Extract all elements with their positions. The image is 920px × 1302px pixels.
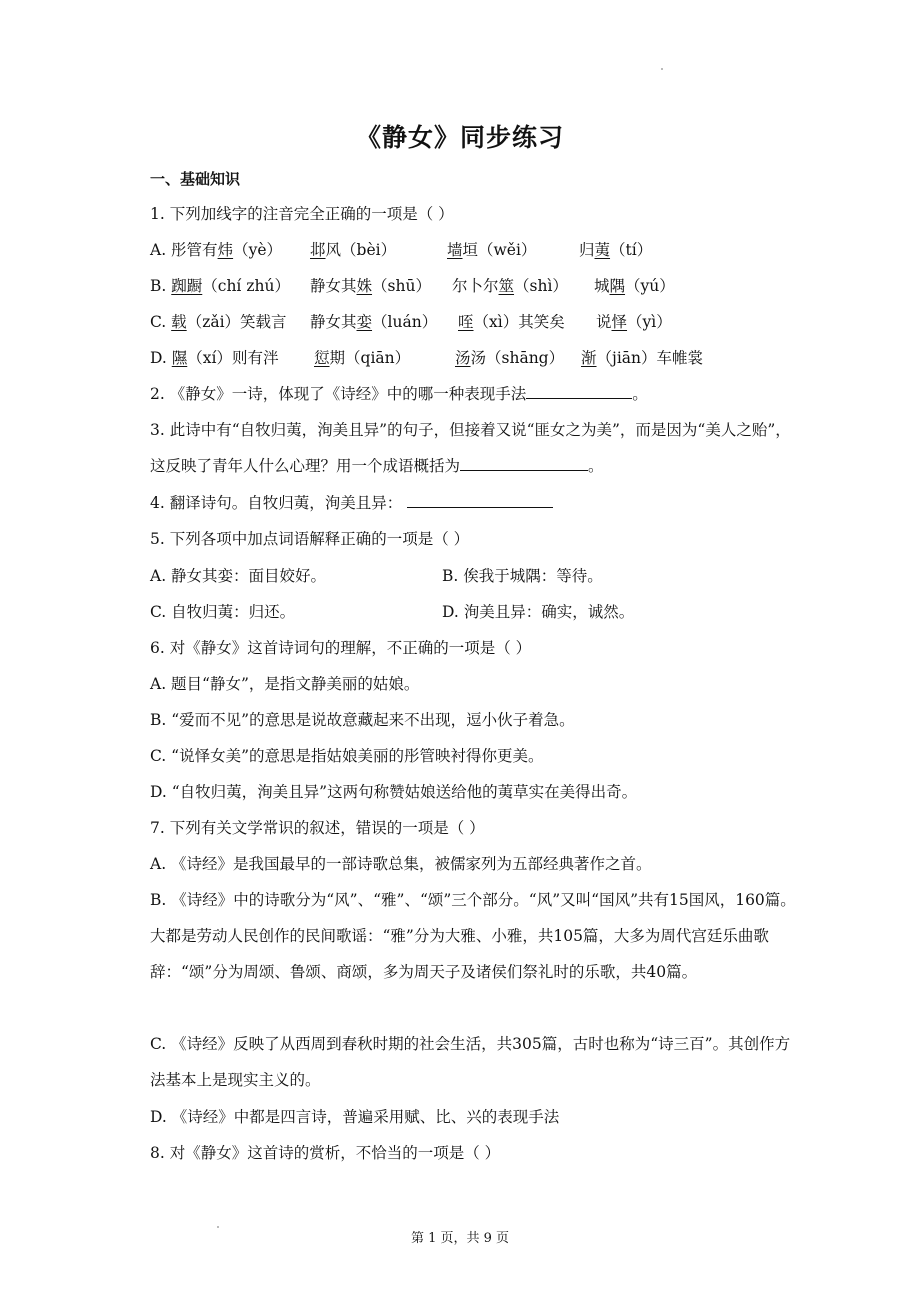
- question-1-option-c: C. 载（zǎi）笑载言 静女其娈（luán） 咥（xì）其笑矣 说怿（yì）: [150, 313, 672, 331]
- question-7-option-d: D. 《诗经》中都是四言诗，普遍采用赋、比、兴的表现手法: [150, 1108, 560, 1126]
- question-1-option-d: D. 隰（xí）则有泮 愆期（qiān） 汤汤（shāng） 渐（jiān）车帷裳: [150, 349, 704, 367]
- question-7-stem: 7. 下列有关文学常识的叙述，错误的一项是（ ）: [150, 819, 485, 837]
- question-7-option-a: A. 《诗经》是我国最早的一部诗歌总集，被儒家列为五部经典著作之首。: [150, 855, 652, 873]
- answer-blank[interactable]: [407, 493, 553, 508]
- section-heading: 一、基础知识: [150, 170, 241, 188]
- question-1-option-b: B. 踟蹰（chí zhú） 静女其姝（shū） 尔卜尔筮（shì） 城隅（yú）: [150, 277, 675, 295]
- page-number: 第 1 页，共 9 页: [410, 1231, 510, 1246]
- answer-blank[interactable]: [526, 384, 632, 399]
- question-6-option-c: C. “说怿女美”的意思是指姑娘美丽的彤管映衬得你更美。: [150, 747, 544, 765]
- question-7-option-c: C. 《诗经》反映了从西周到春秋时期的社会生活，共305篇，古时也称为“诗三百”。其创作方法基本上是现实主义的。: [150, 1035, 791, 1089]
- answer-blank[interactable]: [460, 456, 588, 471]
- question-7-option-b: B. 《诗经》中的诗歌分为“风”、“雅”、“颂”三个部分。“风”又叫“国风”共有15国风，160篇。大都是劳动人民创作的民间歌谣：“雅”分为大雅、小雅，共105篇，大多为周代宫廷乐曲歌辞：“颂”分为周颂、鲁颂、商颂，多为周天子及诸侯们祭礼时的乐歌，共40篇。: [150, 891, 796, 981]
- question-2: 2. 《静女》一诗，体现了《诗经》中的哪一种表现手法 。: [150, 385, 648, 403]
- scan-dot: [661, 68, 663, 70]
- question-1-option-a: A. 彤管有炜（yè） 邶风（bèi） 墙垣（wěi） 归荑（tí）: [150, 241, 653, 259]
- question-6-option-d: D. “自牧归荑，洵美且异”这两句称赞姑娘送给他的荑草实在美得出奇。: [150, 783, 638, 801]
- question-8-stem: 8. 对《静女》这首诗的赏析，不恰当的一项是（ ）: [150, 1144, 501, 1162]
- question-5-option-b: B. 俟我于城隅：等待。: [442, 567, 603, 585]
- question-4: 4. 翻译诗句。自牧归荑，洵美且异：: [150, 493, 553, 513]
- page-title: 《静女》同步练习: [355, 123, 564, 152]
- question-6-stem: 6. 对《静女》这首诗词句的理解，不正确的一项是（ ）: [150, 639, 532, 657]
- question-5-option-a: A. 静女其娈：面目姣好。: [150, 567, 327, 585]
- question-5-option-c: C. 自牧归荑：归还。: [150, 603, 296, 621]
- question-6-option-b: B. “爱而不见”的意思是说故意藏起来不出现，逗小伙子着急。: [150, 711, 575, 729]
- question-1-stem: 1. 下列加线字的注音完全正确的一项是（ ）: [150, 205, 454, 223]
- question-3: 3. 此诗中有“自牧归荑，洵美且异”的句子，但接着又说“匪女之为美”，而是因为“美人之贻”，这反映了青年人什么心理？用一个成语概括为 。: [150, 421, 791, 475]
- question-5-stem: 5. 下列各项中加点词语解释正确的一项是（ ）: [150, 530, 470, 548]
- question-6-option-a: A. 题目“静女”，是指文静美丽的姑娘。: [150, 675, 420, 693]
- question-5-option-d: D. 洵美且异：确实，诚然。: [442, 603, 635, 621]
